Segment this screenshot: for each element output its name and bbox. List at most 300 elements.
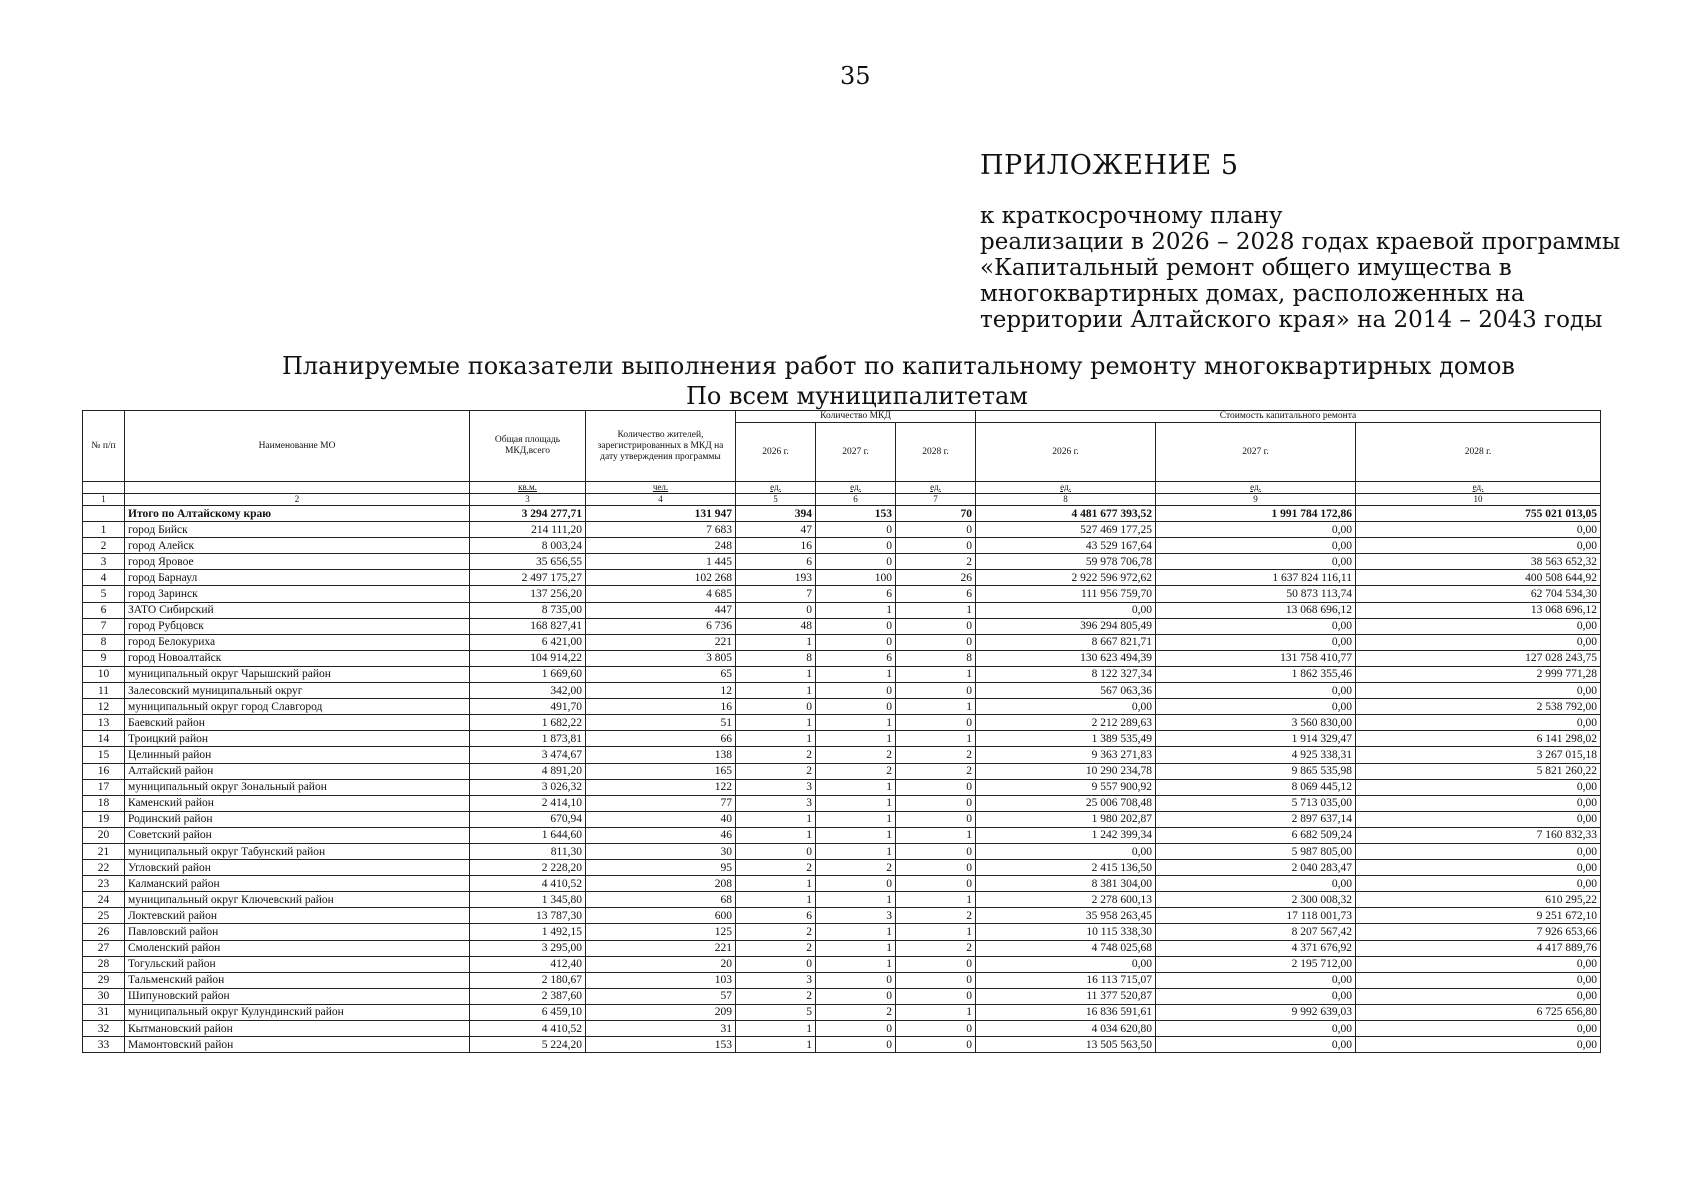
mkd-2028: 0	[896, 683, 976, 699]
cost-2028: 610 295,22	[1356, 892, 1601, 908]
mkd-2026: 3	[736, 972, 816, 988]
cost-2027: 0,00	[1156, 554, 1356, 570]
mkd-2028: 0	[896, 876, 976, 892]
residents: 6 736	[586, 618, 736, 634]
row-num: 4	[83, 570, 125, 586]
mkd-2027: 0	[816, 1037, 896, 1053]
residents: 20	[586, 956, 736, 972]
mkd-2027: 1	[816, 827, 896, 843]
area: 811,30	[470, 843, 586, 859]
mkd-2028: 1	[896, 827, 976, 843]
area: 3 474,67	[470, 747, 586, 763]
municipality-name: город Белокуриха	[125, 634, 470, 650]
cost-2026: 25 006 708,48	[976, 795, 1156, 811]
total-area: 3 294 277,71	[470, 506, 586, 522]
residents: 12	[586, 683, 736, 699]
municipality-name: город Барнаул	[125, 570, 470, 586]
cost-2028: 0,00	[1356, 715, 1601, 731]
row-num: 30	[83, 988, 125, 1004]
total-cost-2027: 1 991 784 172,86	[1156, 506, 1356, 522]
appendix-line: многоквартирных домах, расположенных на	[980, 281, 1525, 307]
area: 4 410,52	[470, 1021, 586, 1037]
mkd-2027: 1	[816, 924, 896, 940]
total-row	[83, 506, 1601, 522]
cost-2027: 2 040 283,47	[1156, 860, 1356, 876]
area: 1 644,60	[470, 827, 586, 843]
mkd-2027: 6	[816, 650, 896, 666]
cost-2026: 0,00	[976, 602, 1156, 618]
area: 2 180,67	[470, 972, 586, 988]
mkd-2027: 100	[816, 570, 896, 586]
table-row	[83, 586, 1601, 602]
cost-2028: 4 417 889,76	[1356, 940, 1601, 956]
cost-2028: 0,00	[1356, 683, 1601, 699]
table-row	[83, 699, 1601, 715]
residents: 209	[586, 1004, 736, 1020]
cost-2027: 6 682 509,24	[1156, 827, 1356, 843]
area: 13 787,30	[470, 908, 586, 924]
municipality-name: Советский район	[125, 827, 470, 843]
cost-2026: 0,00	[976, 699, 1156, 715]
column-number: 10	[1356, 494, 1601, 506]
unit-cell	[83, 482, 125, 494]
mkd-2027: 0	[816, 988, 896, 1004]
table-row	[83, 554, 1601, 570]
row-num: 27	[83, 940, 125, 956]
residents: 3 805	[586, 650, 736, 666]
header-cost-2027: 2027 г.	[1156, 423, 1356, 482]
row-num: 25	[83, 908, 125, 924]
page-number: 35	[840, 62, 871, 90]
row-num: 33	[83, 1037, 125, 1053]
municipality-name: Шипуновский район	[125, 988, 470, 1004]
mkd-2028: 1	[896, 1004, 976, 1020]
residents: 165	[586, 763, 736, 779]
cost-2027: 50 873 113,74	[1156, 586, 1356, 602]
total-mkd-2028: 70	[896, 506, 976, 522]
cost-2026: 567 063,36	[976, 683, 1156, 699]
residents: 447	[586, 602, 736, 618]
mkd-2028: 0	[896, 634, 976, 650]
header-residents: Количество жителей, зарегистрированных в МКД на дату утверждения программы	[586, 411, 736, 482]
mkd-2028: 1	[896, 666, 976, 682]
mkd-2028: 2	[896, 763, 976, 779]
table-row	[83, 972, 1601, 988]
residents: 65	[586, 666, 736, 682]
municipality-name: Алтайский район	[125, 763, 470, 779]
mkd-2027: 1	[816, 843, 896, 859]
table-row	[83, 747, 1601, 763]
total-cost-2026: 4 481 677 393,52	[976, 506, 1156, 522]
cost-2026: 13 505 563,50	[976, 1037, 1156, 1053]
table-row	[83, 956, 1601, 972]
row-num: 1	[83, 522, 125, 538]
cost-2028: 400 508 644,92	[1356, 570, 1601, 586]
cost-2027: 0,00	[1156, 683, 1356, 699]
cost-2028: 6 141 298,02	[1356, 731, 1601, 747]
residents: 138	[586, 747, 736, 763]
mkd-2027: 0	[816, 522, 896, 538]
table-row	[83, 988, 1601, 1004]
residents: 68	[586, 892, 736, 908]
cost-2028: 2 538 792,00	[1356, 699, 1601, 715]
cost-2026: 4 034 620,80	[976, 1021, 1156, 1037]
area: 214 111,20	[470, 522, 586, 538]
cost-2028: 0,00	[1356, 1021, 1601, 1037]
unit-cost-2028: ед.	[1356, 482, 1601, 494]
total-label: Итого по Алтайскому краю	[125, 506, 470, 522]
residents: 16	[586, 699, 736, 715]
unit-mkd-2026: ед.	[736, 482, 816, 494]
row-num: 19	[83, 811, 125, 827]
row-num: 24	[83, 892, 125, 908]
residents: 46	[586, 827, 736, 843]
unit-mkd-2027: ед.	[816, 482, 896, 494]
mkd-2027: 0	[816, 972, 896, 988]
residents: 4 685	[586, 586, 736, 602]
cost-2026: 59 978 706,78	[976, 554, 1156, 570]
table-row	[83, 522, 1601, 538]
cost-2027: 1 862 355,46	[1156, 666, 1356, 682]
table-row	[83, 1037, 1601, 1053]
cost-2026: 527 469 177,25	[976, 522, 1156, 538]
unit-cost-2027: ед.	[1156, 482, 1356, 494]
mkd-2028: 2	[896, 747, 976, 763]
cost-2026: 1 980 202,87	[976, 811, 1156, 827]
mkd-2026: 2	[736, 924, 816, 940]
row-num: 14	[83, 731, 125, 747]
mkd-2028: 1	[896, 602, 976, 618]
unit-area: кв.м.	[470, 482, 586, 494]
unit-residents: чел.	[586, 482, 736, 494]
appendix-subtitle	[980, 203, 1620, 333]
mkd-2026: 2	[736, 988, 816, 1004]
area: 412,40	[470, 956, 586, 972]
row-num: 29	[83, 972, 125, 988]
area: 342,00	[470, 683, 586, 699]
municipality-name: муниципальный округ Ключевский район	[125, 892, 470, 908]
header-mkd-2027: 2027 г.	[816, 423, 896, 482]
column-number: 9	[1156, 494, 1356, 506]
mkd-2028: 8	[896, 650, 976, 666]
cost-2028: 0,00	[1356, 1037, 1601, 1053]
row-num: 28	[83, 956, 125, 972]
cost-2027: 17 118 001,73	[1156, 908, 1356, 924]
mkd-2028: 0	[896, 538, 976, 554]
cost-2026: 11 377 520,87	[976, 988, 1156, 1004]
mkd-2027: 1	[816, 779, 896, 795]
header-area: Общая площадь МКД,всего	[470, 411, 586, 482]
residents: 221	[586, 940, 736, 956]
mkd-2028: 2	[896, 908, 976, 924]
row-num: 5	[83, 586, 125, 602]
area: 6 459,10	[470, 1004, 586, 1020]
cost-2028: 0,00	[1356, 618, 1601, 634]
cost-2027: 5 713 035,00	[1156, 795, 1356, 811]
table-row	[83, 683, 1601, 699]
row-num: 32	[83, 1021, 125, 1037]
cost-2027: 0,00	[1156, 1037, 1356, 1053]
area: 6 421,00	[470, 634, 586, 650]
cost-2028: 127 028 243,75	[1356, 650, 1601, 666]
municipality-name: город Алейск	[125, 538, 470, 554]
mkd-2027: 1	[816, 956, 896, 972]
municipality-name: Баевский район	[125, 715, 470, 731]
mkd-2028: 0	[896, 956, 976, 972]
column-number: 5	[736, 494, 816, 506]
cost-2027: 2 897 637,14	[1156, 811, 1356, 827]
municipality-name: Залесовский муниципальный округ	[125, 683, 470, 699]
cost-2027: 1 637 824 116,11	[1156, 570, 1356, 586]
unit-cell	[125, 482, 470, 494]
cost-2026: 1 389 535,49	[976, 731, 1156, 747]
cost-2028: 0,00	[1356, 811, 1601, 827]
table-row	[83, 876, 1601, 892]
municipality-name: город Заринск	[125, 586, 470, 602]
mkd-2026: 1	[736, 876, 816, 892]
mkd-2028: 1	[896, 731, 976, 747]
mkd-2027: 1	[816, 715, 896, 731]
residents: 95	[586, 860, 736, 876]
residents: 66	[586, 731, 736, 747]
appendix-line: к краткосрочному плану	[980, 203, 1283, 229]
appendix-line: территории Алтайского края» на 2014 – 2043 годы	[980, 307, 1603, 333]
area: 2 497 175,27	[470, 570, 586, 586]
mkd-2026: 1	[736, 731, 816, 747]
municipality-name: Троицкий район	[125, 731, 470, 747]
municipality-name: город Рубцовск	[125, 618, 470, 634]
cost-2026: 16 836 591,61	[976, 1004, 1156, 1020]
mkd-2026: 1	[736, 811, 816, 827]
cost-2026: 10 290 234,78	[976, 763, 1156, 779]
mkd-2027: 1	[816, 666, 896, 682]
unit-mkd-2028: ед.	[896, 482, 976, 494]
row-num: 31	[83, 1004, 125, 1020]
unit-cost-2026: ед.	[976, 482, 1156, 494]
column-number: 7	[896, 494, 976, 506]
table-row	[83, 731, 1601, 747]
header-name: Наименование МО	[125, 411, 470, 482]
cost-2028: 2 999 771,28	[1356, 666, 1601, 682]
mkd-2026: 8	[736, 650, 816, 666]
cost-2028: 0,00	[1356, 795, 1601, 811]
row-num: 12	[83, 699, 125, 715]
mkd-2027: 0	[816, 683, 896, 699]
cost-2028: 0,00	[1356, 972, 1601, 988]
mkd-2028: 2	[896, 554, 976, 570]
row-num: 22	[83, 860, 125, 876]
document-title: Планируемые показатели выполнения работ по капитальному ремонту многоквартирных домов	[282, 352, 1515, 380]
mkd-2026: 3	[736, 795, 816, 811]
mkd-2028: 0	[896, 795, 976, 811]
cost-2027: 4 371 676,92	[1156, 940, 1356, 956]
mkd-2027: 0	[816, 699, 896, 715]
table-body	[83, 506, 1601, 1053]
residents: 40	[586, 811, 736, 827]
residents: 221	[586, 634, 736, 650]
cost-2026: 10 115 338,30	[976, 924, 1156, 940]
cost-2026: 35 958 263,45	[976, 908, 1156, 924]
mkd-2028: 0	[896, 988, 976, 1004]
cost-2028: 9 251 672,10	[1356, 908, 1601, 924]
cost-2027: 5 987 805,00	[1156, 843, 1356, 859]
mkd-2026: 6	[736, 554, 816, 570]
mkd-2027: 0	[816, 1021, 896, 1037]
mkd-2026: 48	[736, 618, 816, 634]
total-mkd-2027: 153	[816, 506, 896, 522]
table-row	[83, 1004, 1601, 1020]
row-num: 16	[83, 763, 125, 779]
mkd-2026: 1	[736, 634, 816, 650]
cost-2027: 13 068 696,12	[1156, 602, 1356, 618]
cost-2026: 396 294 805,49	[976, 618, 1156, 634]
table-row	[83, 618, 1601, 634]
cost-2028: 3 267 015,18	[1356, 747, 1601, 763]
mkd-2027: 2	[816, 763, 896, 779]
row-num: 20	[83, 827, 125, 843]
mkd-2027: 6	[816, 586, 896, 602]
municipality-name: город Новоалтайск	[125, 650, 470, 666]
area: 491,70	[470, 699, 586, 715]
cost-2026: 111 956 759,70	[976, 586, 1156, 602]
mkd-2028: 0	[896, 972, 976, 988]
cost-2027: 0,00	[1156, 988, 1356, 1004]
column-number: 4	[586, 494, 736, 506]
residents: 30	[586, 843, 736, 859]
cost-2027: 0,00	[1156, 538, 1356, 554]
cost-2026: 0,00	[976, 843, 1156, 859]
mkd-2028: 6	[896, 586, 976, 602]
mkd-2026: 2	[736, 763, 816, 779]
column-number: 1	[83, 494, 125, 506]
column-number: 3	[470, 494, 586, 506]
total-residents: 131 947	[586, 506, 736, 522]
municipality-name: муниципальный округ Табунский район	[125, 843, 470, 859]
municipality-name: Тогульский район	[125, 956, 470, 972]
mkd-2028: 2	[896, 940, 976, 956]
mkd-2027: 0	[816, 618, 896, 634]
appendix-line: реализации в 2026 – 2028 годах краевой программы	[980, 229, 1621, 255]
cost-2026: 2 415 136,50	[976, 860, 1156, 876]
cost-2026: 43 529 167,64	[976, 538, 1156, 554]
mkd-2028: 1	[896, 924, 976, 940]
cost-2026: 9 363 271,83	[976, 747, 1156, 763]
residents: 51	[586, 715, 736, 731]
mkd-2026: 47	[736, 522, 816, 538]
area: 1 492,15	[470, 924, 586, 940]
table-row	[83, 940, 1601, 956]
area: 35 656,55	[470, 554, 586, 570]
residents: 57	[586, 988, 736, 1004]
mkd-2027: 1	[816, 892, 896, 908]
table-row	[83, 634, 1601, 650]
table-row	[83, 843, 1601, 859]
cost-2027: 0,00	[1156, 1021, 1356, 1037]
municipality-name: муниципальный округ город Славгород	[125, 699, 470, 715]
cost-2028: 0,00	[1356, 843, 1601, 859]
total-cost-2028: 755 021 013,05	[1356, 506, 1601, 522]
cost-2028: 0,00	[1356, 876, 1601, 892]
cost-2027: 0,00	[1156, 522, 1356, 538]
municipality-name: Мамонтовский район	[125, 1037, 470, 1053]
mkd-2028: 0	[896, 811, 976, 827]
cost-2026: 4 748 025,68	[976, 940, 1156, 956]
row-num: 9	[83, 650, 125, 666]
row-num: 23	[83, 876, 125, 892]
residents: 122	[586, 779, 736, 795]
appendix-title: ПРИЛОЖЕНИЕ 5	[980, 150, 1239, 181]
mkd-2026: 2	[736, 860, 816, 876]
row-num: 6	[83, 602, 125, 618]
table-row	[83, 666, 1601, 682]
table-row	[83, 908, 1601, 924]
cost-2028: 0,00	[1356, 779, 1601, 795]
area: 4 891,20	[470, 763, 586, 779]
mkd-2026: 6	[736, 908, 816, 924]
municipality-name: Каменский район	[125, 795, 470, 811]
mkd-2027: 0	[816, 876, 896, 892]
cost-2027: 9 992 639,03	[1156, 1004, 1356, 1020]
municipality-name: муниципальный округ Зональный район	[125, 779, 470, 795]
row-num: 18	[83, 795, 125, 811]
cost-2028: 5 821 260,22	[1356, 763, 1601, 779]
municipality-name: Родинский район	[125, 811, 470, 827]
table-row	[83, 650, 1601, 666]
table-row	[83, 570, 1601, 586]
table-row	[83, 795, 1601, 811]
mkd-2027: 2	[816, 860, 896, 876]
cost-2027: 2 300 008,32	[1156, 892, 1356, 908]
municipality-name: ЗАТО Сибирский	[125, 602, 470, 618]
area: 1 345,80	[470, 892, 586, 908]
mkd-2028: 0	[896, 1037, 976, 1053]
area: 4 410,52	[470, 876, 586, 892]
cost-2028: 0,00	[1356, 956, 1601, 972]
header-mkd-count: Количество МКД	[736, 411, 976, 423]
mkd-2028: 1	[896, 892, 976, 908]
area: 1 873,81	[470, 731, 586, 747]
cost-2027: 3 560 830,00	[1156, 715, 1356, 731]
mkd-2026: 7	[736, 586, 816, 602]
mkd-2028: 1	[896, 699, 976, 715]
cost-2026: 2 212 289,63	[976, 715, 1156, 731]
mkd-2027: 0	[816, 538, 896, 554]
area: 5 224,20	[470, 1037, 586, 1053]
residents: 31	[586, 1021, 736, 1037]
mkd-2026: 1	[736, 827, 816, 843]
table-row	[83, 827, 1601, 843]
mkd-2027: 1	[816, 795, 896, 811]
mkd-2028: 0	[896, 715, 976, 731]
residents: 153	[586, 1037, 736, 1053]
table-row	[83, 860, 1601, 876]
municipality-name: Тальменский район	[125, 972, 470, 988]
mkd-2027: 1	[816, 602, 896, 618]
header-cost-2028: 2028 г.	[1356, 423, 1601, 482]
area: 1 669,60	[470, 666, 586, 682]
area: 2 387,60	[470, 988, 586, 1004]
mkd-2028: 26	[896, 570, 976, 586]
mkd-2027: 1	[816, 731, 896, 747]
mkd-2026: 193	[736, 570, 816, 586]
residents: 77	[586, 795, 736, 811]
cost-2028: 7 160 832,33	[1356, 827, 1601, 843]
header-cost-2026: 2026 г.	[976, 423, 1156, 482]
mkd-2028: 0	[896, 1021, 976, 1037]
mkd-2028: 0	[896, 779, 976, 795]
area: 3 026,32	[470, 779, 586, 795]
total-mkd-2026: 394	[736, 506, 816, 522]
